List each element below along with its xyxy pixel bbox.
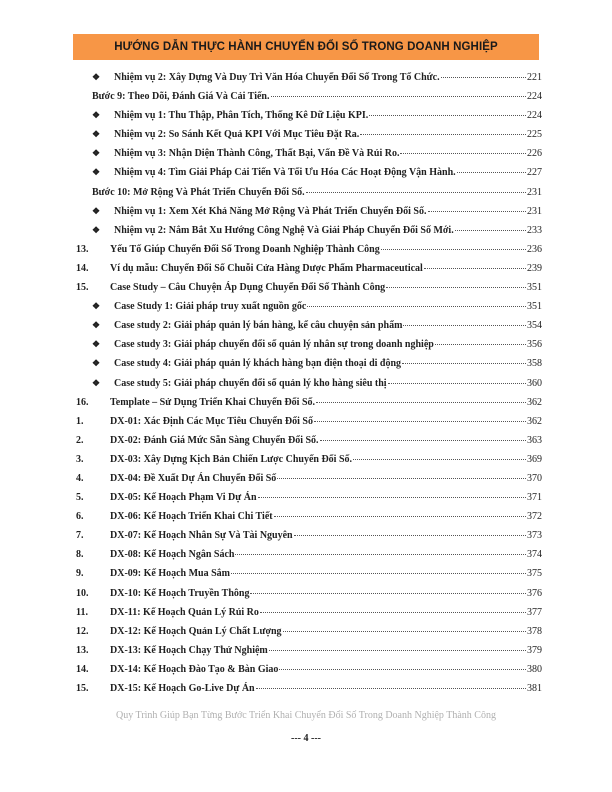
toc-entry-title: DX-15: Kế Hoạch Go-Live Dự Án (110, 683, 255, 694)
dot-leader (353, 448, 526, 460)
dot-leader (455, 219, 526, 231)
toc-entry-number: 15. (76, 282, 89, 294)
dot-leader (360, 123, 526, 135)
bullet-diamond-icon: ❖ (92, 339, 101, 350)
dot-leader (274, 505, 526, 517)
footer-note: Quy Trình Giúp Bạn Từng Bước Triển Khai Chuyển Đổi Số Trong Doanh Nghiệp Thành Công (116, 710, 496, 721)
dot-leader (314, 410, 526, 422)
toc-entry-title: DX-04: Đề Xuất Dự Án Chuyển Đổi Số (110, 472, 277, 484)
toc-entry-page: 360 (527, 377, 542, 389)
toc-entry-title: DX-05: Kế Hoạch Phạm Vi Dự Án (110, 492, 257, 504)
toc-entry-title: DX-08: Kế Hoạch Ngân Sách (110, 549, 235, 561)
toc-entry-page: 379 (527, 644, 542, 656)
toc-entry-page: 351 (527, 301, 542, 313)
toc-entry-title: DX-14: Kế Hoạch Đào Tạo & Bàn Giao (110, 663, 279, 675)
toc-entry-title: DX-11: Kế Hoạch Quản Lý Rủi Ro (110, 606, 259, 618)
toc-entry-title: Bước 9: Theo Dõi, Đánh Giá Và Cải Tiến. (92, 91, 270, 103)
dot-leader (258, 486, 526, 498)
toc-entry-page: 362 (527, 396, 542, 408)
toc-entry-number: 7. (76, 530, 84, 542)
toc-entry-title: DX-02: Đánh Giá Mức Sẵn Sàng Chuyển Đổi Số. (110, 434, 319, 446)
toc-entry-number: 13. (76, 243, 89, 255)
toc-entry-page: 363 (527, 434, 542, 446)
toc-entry-page: 372 (527, 511, 542, 523)
dot-leader (386, 276, 526, 288)
dot-leader (256, 677, 526, 689)
toc-entry-title: Ví dụ mẫu: Chuyển Đổi Số Chuỗi Cửa Hàng Dược Phẩm Pharmaceutical (110, 262, 423, 274)
toc-entry-page: 221 (527, 72, 542, 83)
dot-leader (457, 161, 526, 173)
toc-entry-title: DX-12: Kế Hoạch Quản Lý Chất Lượng (110, 625, 282, 637)
page-number: --- 4 --- (291, 733, 321, 744)
toc-entry-page: 376 (527, 587, 542, 599)
toc-entry-page: 381 (527, 683, 542, 694)
toc-entry-number: 1. (76, 415, 84, 427)
toc-entry-number: 15. (76, 683, 89, 694)
toc-entry-page: 236 (527, 243, 542, 255)
toc-entry-number: 8. (76, 549, 84, 561)
toc-entry-number: 4. (76, 472, 84, 484)
dot-leader (435, 333, 526, 345)
dot-leader (231, 562, 526, 574)
toc-entry-title: Case Study – Câu Chuyện Áp Dụng Chuyển Đổi Số Thành Công (110, 282, 386, 294)
toc-entry-title: Case study 2: Giải pháp quản lý bán hàng, kể câu chuyện sản phẩm (114, 320, 403, 332)
bullet-diamond-icon: ❖ (92, 148, 101, 159)
toc-entry-title: Template – Sử Dụng Triển Khai Chuyển Đổi Số. (110, 396, 316, 408)
toc-entry-number: 12. (76, 625, 89, 637)
toc-entry-page: 231 (527, 186, 542, 198)
toc-entry-title: Bước 10: Mở Rộng Và Phát Triển Chuyển Đổi Số. (92, 186, 305, 198)
toc-entry-title: Nhiệm vụ 3: Nhận Diện Thành Công, Thất Bại, Vấn Đề Và Rủi Ro. (114, 148, 400, 160)
bullet-diamond-icon: ❖ (92, 224, 101, 235)
toc-entry-number: 13. (76, 644, 89, 656)
bullet-diamond-icon: ❖ (92, 377, 101, 388)
toc-entry-number: 9. (76, 568, 84, 580)
toc-entry-page: 358 (527, 358, 542, 370)
toc-entry-title: Yếu Tố Giúp Chuyển Đổi Số Trong Doanh Nghiệp Thành Công (110, 243, 380, 255)
table-of-contents (70, 68, 542, 698)
dot-leader (271, 85, 527, 97)
toc-entry-page: 354 (527, 320, 542, 332)
toc-entry-number: 2. (76, 434, 84, 446)
dot-leader (381, 238, 526, 250)
toc-entry-number: 3. (76, 453, 84, 465)
toc-entry-title: DX-07: Kế Hoạch Nhân Sự Và Tài Nguyên (110, 530, 293, 542)
document-title: HƯỚNG DẪN THỰC HÀNH CHUYỂN ĐỔI SỐ TRONG DOANH NGHIỆP (114, 41, 498, 53)
dot-leader (260, 601, 526, 613)
toc-entry-page: 226 (527, 148, 542, 160)
bullet-diamond-icon: ❖ (92, 205, 101, 216)
toc-entry-title: DX-10: Kế Hoạch Truyền Thông (110, 587, 250, 599)
bullet-diamond-icon: ❖ (92, 167, 101, 178)
dot-leader (424, 257, 526, 269)
toc-entry-title: Nhiệm vụ 1: Thu Thập, Phân Tích, Thống Kê Dữ Liệu KPI. (114, 110, 369, 122)
toc-entry-title: Nhiệm vụ 2: So Sánh Kết Quả KPI Với Mục Tiêu Đặt Ra. (114, 129, 360, 141)
toc-entry-number: 14. (76, 663, 89, 675)
toc-entry-page: 227 (527, 167, 542, 179)
toc-entry-page: 225 (527, 129, 542, 141)
dot-leader (400, 142, 526, 154)
toc-entry-title: DX-13: Kế Hoạch Chạy Thử Nghiệm (110, 644, 268, 656)
dot-leader (402, 352, 526, 364)
bullet-diamond-icon: ❖ (92, 358, 101, 369)
toc-entry-page: 375 (527, 568, 542, 580)
dot-leader (269, 639, 526, 651)
toc-entry-page: 378 (527, 625, 542, 637)
dot-leader (320, 429, 526, 441)
toc-entry-number: 16. (76, 396, 89, 408)
dot-leader (279, 658, 526, 670)
toc-entry-number: 11. (76, 606, 88, 618)
toc-entry-title: DX-06: Kế Hoạch Triển Khai Chi Tiết (110, 511, 273, 523)
toc-entry-page: 224 (527, 110, 542, 122)
toc-entry[interactable] (70, 679, 542, 698)
toc-entry-title: Nhiệm vụ 2: Nắm Bắt Xu Hướng Công Nghệ Và Giải Pháp Chuyển Đổi Số Mới. (114, 224, 454, 236)
header-band (73, 34, 539, 60)
bullet-diamond-icon: ❖ (92, 110, 101, 121)
toc-entry-number: 14. (76, 262, 89, 274)
toc-entry-number: 6. (76, 511, 84, 523)
dot-leader (283, 620, 526, 632)
bullet-diamond-icon: ❖ (92, 301, 101, 312)
bullet-diamond-icon: ❖ (92, 129, 101, 140)
dot-leader (277, 467, 526, 479)
dot-leader (307, 295, 526, 307)
toc-entry-title: DX-01: Xác Định Các Mục Tiêu Chuyển Đổi Số (110, 415, 313, 427)
toc-entry-page: 362 (527, 415, 542, 427)
bullet-diamond-icon: ❖ (92, 72, 101, 82)
toc-entry-title: Case Study 1: Giải pháp truy xuất nguồn gốc (114, 301, 307, 313)
dot-leader (316, 391, 526, 403)
toc-entry-page: 371 (527, 492, 542, 504)
toc-entry-page: 370 (527, 472, 542, 484)
toc-entry-page: 224 (527, 91, 542, 103)
toc-entry-title: Nhiệm vụ 4: Tìm Giải Pháp Cải Tiến Và Tối Ưu Hóa Các Hoạt Động Vận Hành. (114, 167, 456, 179)
toc-entry-page: 374 (527, 549, 542, 561)
toc-entry-page: 373 (527, 530, 542, 542)
dot-leader (428, 200, 527, 212)
toc-entry-page: 369 (527, 453, 542, 465)
toc-entry-page: 380 (527, 663, 542, 675)
toc-entry-title: Nhiệm vụ 1: Xem Xét Khả Năng Mở Rộng Và Phát Triển Chuyển Đổi Số. (114, 205, 427, 217)
toc-entry-page: 377 (527, 606, 542, 618)
toc-entry-number: 10. (76, 587, 89, 599)
toc-entry-number: 5. (76, 492, 84, 504)
dot-leader (306, 181, 526, 193)
toc-entry-page: 351 (527, 282, 542, 294)
toc-entry-page: 231 (527, 205, 542, 217)
bullet-diamond-icon: ❖ (92, 320, 101, 331)
toc-entry-page: 239 (527, 262, 542, 274)
toc-entry-title: Case study 3: Giải pháp chuyển đổi số quản lý nhân sự trong doanh nghiệp (114, 339, 434, 351)
dot-leader (235, 543, 526, 555)
toc-entry-title: Nhiệm vụ 2: Xây Dựng Và Duy Trì Văn Hóa Chuyển Đổi Số Trong Tổ Chức. (114, 72, 440, 83)
dot-leader (388, 372, 526, 384)
dot-leader (369, 104, 526, 116)
toc-entry-title: DX-03: Xây Dựng Kịch Bản Chiến Lược Chuyển Đổi Số. (110, 453, 353, 465)
toc-entry-page: 233 (527, 224, 542, 236)
dot-leader (250, 582, 526, 594)
dot-leader (294, 524, 526, 536)
toc-entry-title: Case study 4: Giải pháp quản lý khách hàng bạn điện thoại di động (114, 358, 402, 370)
toc-entry-title: DX-09: Kế Hoạch Mua Sắm (110, 568, 230, 580)
dot-leader (441, 66, 526, 78)
toc-entry-page: 356 (527, 339, 542, 351)
dot-leader (403, 314, 526, 326)
toc-entry-title: Case study 5: Giải pháp chuyển đổi số quản lý kho hàng siêu thị (114, 377, 387, 389)
